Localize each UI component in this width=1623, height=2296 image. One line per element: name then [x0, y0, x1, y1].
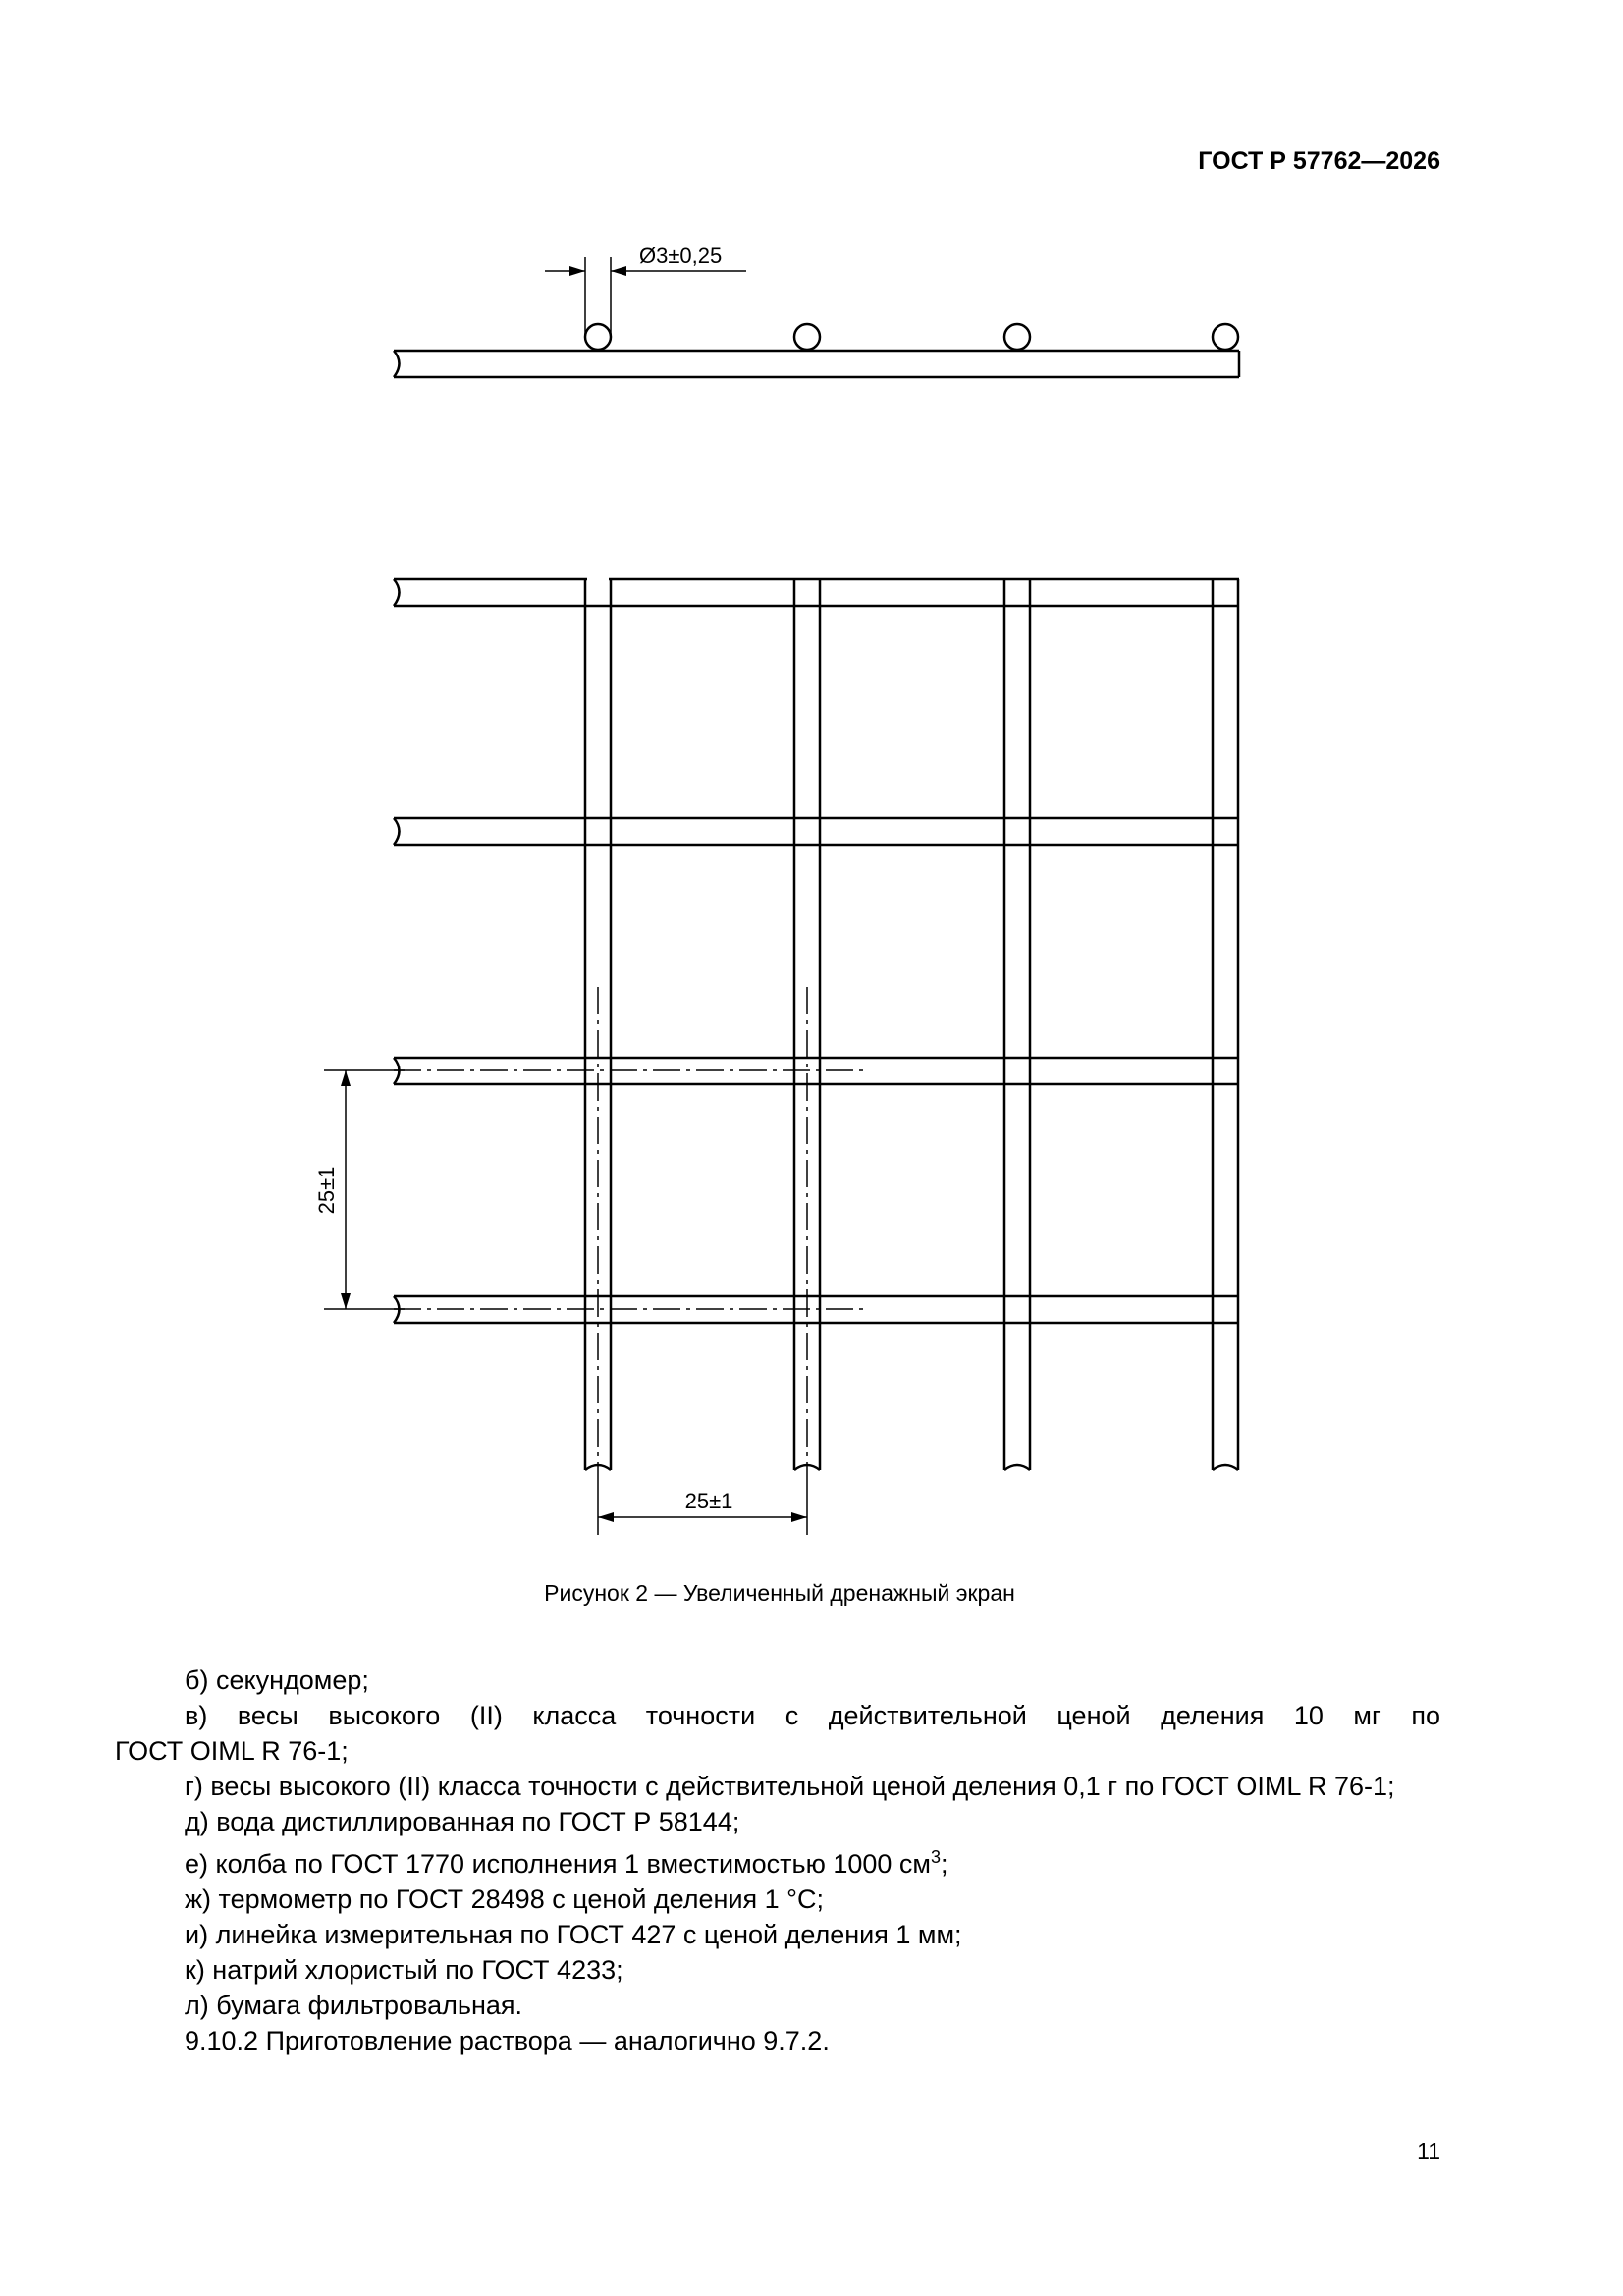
center-lines	[394, 987, 869, 1470]
vertical-wires	[585, 579, 1238, 1470]
figure-caption: Рисунок 2 — Увеличенный дренажный экран	[544, 1580, 1015, 1606]
list-item-e-text: е) колба по ГОСТ 1770 исполнения 1 вместимостью 1000 см	[185, 1849, 931, 1879]
list-item-zh: ж) термометр по ГОСТ 28498 с ценой деления 1 °С;	[185, 1885, 824, 1914]
list-item-d: д) вода дистиллированная по ГОСТ Р 58144;	[185, 1807, 740, 1836]
clause-9-10-2: 9.10.2 Приготовление раствора — аналогично 9.7.2.	[185, 2026, 830, 2055]
vertical-pitch-label: 25±1	[314, 1166, 339, 1215]
list-item-e	[115, 1839, 1440, 1882]
list-item-e-end: ;	[940, 1849, 948, 1879]
horizontal-pitch-label: 25±1	[684, 1489, 733, 1513]
diameter-dimension-label: Ø3±0,25	[639, 244, 723, 268]
list-item-g: г) весы высокого (II) класса точности с действительной ценой деления 0,1 г по ГОСТ OIML R 76-1;	[185, 1772, 1395, 1801]
equipment-list	[115, 1663, 1440, 2058]
list-item-k: к) натрий хлористый по ГОСТ 4233;	[185, 1955, 623, 1985]
list-item-v: в) весы высокого (II) класса точности с действительной ценой деления 10 мг по	[185, 1701, 1440, 1730]
page-number: 11	[1417, 2138, 1440, 2163]
horizontal-wires	[394, 579, 1239, 1323]
superscript: 3	[930, 1847, 941, 1867]
list-item-i: и) линейка измерительная по ГОСТ 427 с ценой деления 1 мм;	[185, 1920, 962, 1949]
side-view	[394, 257, 1239, 377]
list-item-v-cont: ГОСТ OIML R 76-1;	[115, 1736, 349, 1766]
list-item-b: б) секундомер;	[185, 1666, 369, 1695]
list-item-l: л) бумага фильтровальная.	[185, 1991, 522, 2020]
document-header: ГОСТ Р 57762—2026	[1198, 147, 1440, 175]
